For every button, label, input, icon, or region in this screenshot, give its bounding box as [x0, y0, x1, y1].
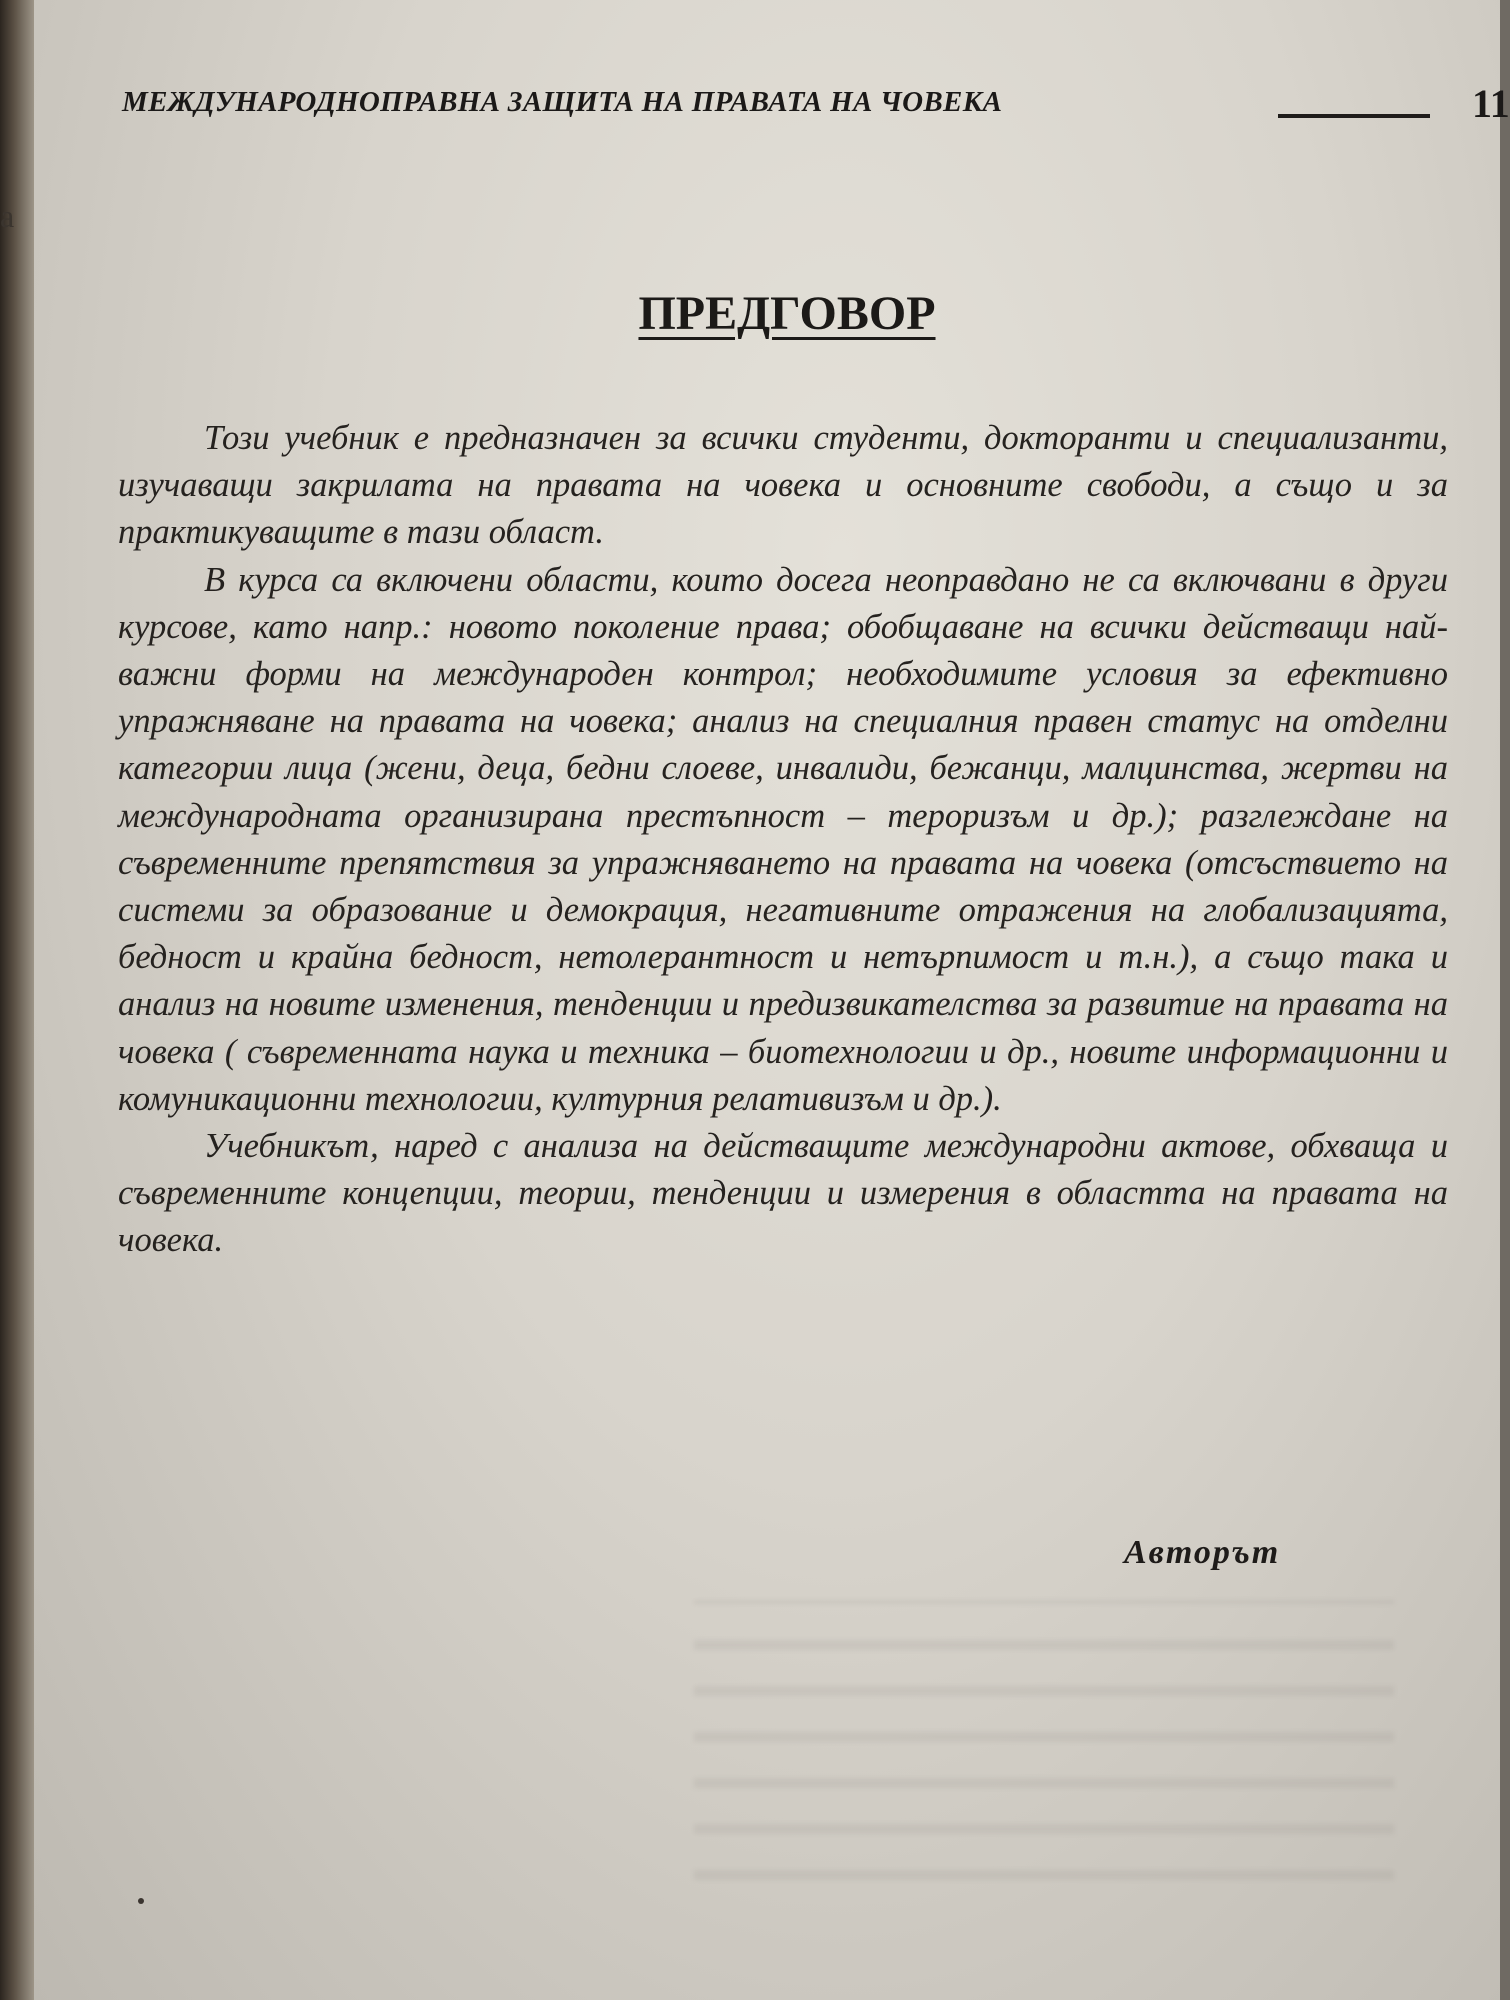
- paragraph-1: Този учебник е предназначен за всички студенти, докторанти и специализанти, изучаващи закрилата на правата на човека и основните свободи, а също и за практикуващите в тази област.: [118, 419, 1448, 552]
- running-title: МЕЖДУНАРОДНОПРАВНА ЗАЩИТА НА ПРАВАТА НА ЧОВЕКА: [122, 86, 1003, 118]
- book-gutter: [0, 0, 34, 2000]
- ink-speck: [138, 1898, 144, 1904]
- paragraph-2: В курса са включени области, които досега неоправдано не са включвани в други курсове, като напр.: новото поколение права; обобщаване на всички действащи най- важни форми на международен контрол; необходимите условия за ефективно упражняване на правата на човека; анализ на специалния правен статус на отделни категории лица (жени, деца, бедни слоеве, инвалиди, бежанци, малцинства, жертви на международната организирана престъпност – тероризъм и др.); разглеждане на съвременните препятствия за упражняването на правата на човека (отсъствието на системи за образование и демокрация, негативните отражения на глобализацията, бедност и крайна бедност, нетолерантност и нетърпимост и т.н.), а също така и анализ на новите изменения, тенденции и предизвикателства за развитие на правата на човека ( съвременната наука и техника – биотехнологии и др., новите информационни и комуникационни технологии, културния релативизъм и др.).: [118, 560, 1448, 1118]
- paragraph-3: Учебникът, наред с анализа на действащите международни актове, обхваща и съвременните концепции, теории, тенденции и измерения в областта на правата на човека.: [118, 1127, 1448, 1260]
- header-rule: [1278, 114, 1430, 118]
- page-title: ПРЕДГОВОР: [638, 287, 936, 340]
- author-signature: Авторът: [1124, 1534, 1281, 1571]
- preface-body: [118, 415, 1448, 1265]
- page-number: 11: [1472, 81, 1510, 126]
- page-header: [122, 81, 1510, 146]
- book-page: [34, 0, 1510, 2000]
- previous-page-fragment: а: [0, 198, 15, 234]
- show-through-text: [694, 1600, 1394, 1880]
